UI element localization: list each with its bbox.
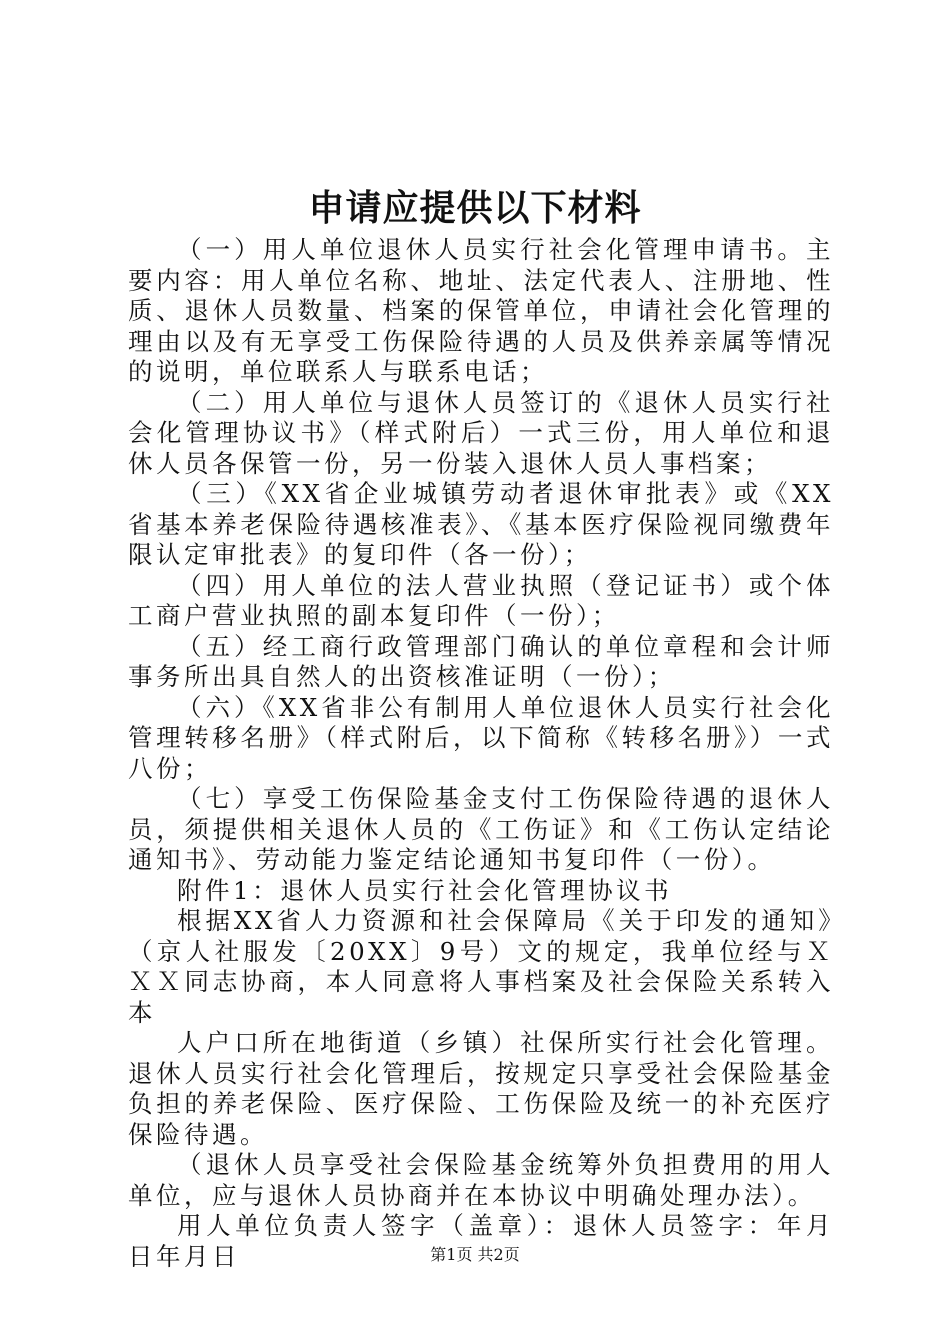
document-body: [128, 235, 834, 1272]
document-title: 申请应提供以下材料: [308, 187, 642, 229]
agreement-note: （退休人员享受社会保险基金统筹外负担费用的用人单位，应与退休人员协商并在本协议中明确处理办法）。: [128, 1150, 834, 1210]
attachment-heading: 附件1：退休人员实行社会化管理协议书: [177, 875, 673, 905]
paragraph-item-7: （七）享受工伤保险基金支付工伤保险待遇的退休人员，须提供相关退休人员的《工伤证》和《工伤认定结论通知书》、劳动能力鉴定结论通知书复印件（一份）。: [128, 784, 834, 874]
paragraph-item-3: （三）《XX省企业城镇劳动者退休审批表》或《XX省基本养老保险待遇核准表》、《基本医疗保险视同缴费年限认定审批表》的复印件（各一份）；: [128, 479, 834, 569]
paragraph-item-5: （五）经工商行政管理部门确认的单位章程和会计师事务所出具自然人的出资核准证明（一份）；: [128, 631, 834, 691]
agreement-paragraph-1: 根据XX省人力资源和社会保障局《关于印发的通知》（京人社服发〔20XX〕9号）文的规定，我单位经与ＸＸＸ同志协商，本人同意将人事档案及社会保险关系转入本: [128, 906, 834, 1027]
paragraph-item-6: （六）《XX省非公有制用人单位退休人员实行社会化管理转移名册》（样式附后，以下简称《转移名册》）一式八份；: [128, 692, 834, 783]
paragraph-item-2: （二）用人单位与退休人员签订的《退休人员实行社会化管理协议书》（样式附后）一式三份，用人单位和退休人员各保管一份，另一份装入退休人员人事档案；: [128, 387, 834, 478]
page-indicator: 第1页 共2页: [430, 1245, 520, 1264]
agreement-paragraph-2: 人户口所在地街道（乡镇）社保所实行社会化管理。退休人员实行社会化管理后，按规定只享受社会保险基金负担的养老保险、医疗保险、工伤保险及统一的补充医疗保险待遇。: [128, 1028, 834, 1149]
paragraph-item-4: （四）用人单位的法人营业执照（登记证书）或个体工商户营业执照的副本复印件（一份）；: [128, 570, 834, 630]
paragraph-item-1: （一）用人单位退休人员实行社会化管理申请书。主要内容：用人单位名称、地址、法定代表人、注册地、性质、退休人员数量、档案的保管单位，申请社会化管理的理由以及有无享受工伤保险待遇的人员及供养亲属等情况的说明，单位联系人与联系电话；: [128, 235, 834, 386]
signature-line: 用人单位负责人签字（盖章）：退休人员签字：年月日年月日: [128, 1211, 834, 1271]
